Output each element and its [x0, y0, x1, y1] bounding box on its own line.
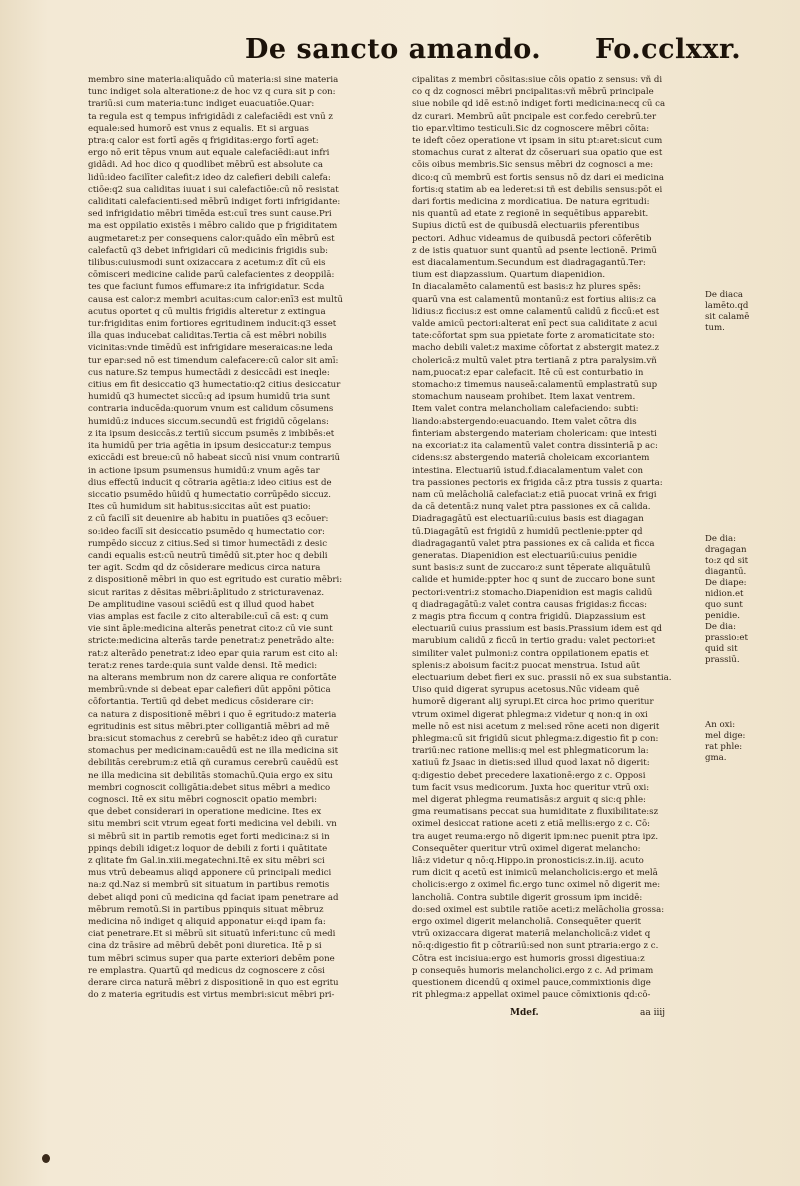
marginal-note-line: An oxi:	[705, 720, 736, 730]
text-line: est diacalamentum.Secundum est diadragagantū.Ter:	[412, 258, 646, 269]
text-line: co q dz cognosci mēbri pncipalitas:vñ mēbrū principale	[412, 87, 654, 98]
signature-mark: aa iiij	[640, 1008, 666, 1018]
text-line: mel digerat phlegma reumatisās:z arguit q sic:q phle:	[412, 794, 646, 805]
text-line: egritudinis est situs mēbri.pter colligantiā mēbri ad mē	[88, 721, 330, 732]
text-line: sicut raritas z dēsitas mēbri:āplitudo z stricturavenaz.	[88, 587, 325, 598]
text-line: situ membri scit vtrum egeat forti medicina vel debili. vn	[88, 819, 337, 830]
marginal-note-line: diagantū.	[705, 567, 747, 577]
text-line: nam cū melācholiā calefaciat:z etiā puocat vrinā ex frigi	[412, 489, 657, 500]
text-line: cus nature.Sz tempus humectādi z desiccādi est ineqle:	[88, 367, 330, 378]
text-line: ptra:q calor est fortī agēs q frigiditas:ergo fortī aget:	[88, 136, 319, 147]
text-line: dico:q cū membrū est fortis sensus nō dz dari ei medicina	[412, 172, 664, 183]
text-line: ca natura z dispositionē mēbri i quo ē egritudo:z materia	[88, 709, 337, 720]
text-line: derare circa naturā mēbri z dispositionē in quo est egritu	[88, 978, 339, 989]
text-line: ergo nō erit tēpus vnum aut equale calefaciēdi:aut infri	[88, 148, 330, 159]
running-head-title: De sancto amando.	[245, 34, 542, 65]
text-line: Consequēter queritur vtrū oximel digerat melancho:	[412, 843, 641, 854]
text-line: vie sint āple:medicina alterās penetrat cito:z cū vie sunt	[88, 624, 333, 635]
text-line: do z materia egritudis est virtus membri:sicut mēbri pri-	[88, 990, 335, 1001]
text-line: nam,puocat:z epar calefacit. Itē cū est conturbatio in	[412, 367, 644, 378]
text-line: vias amplas est facile z cito alterabile:cuī cā est: q cum	[88, 611, 329, 622]
marginal-note-line: gma.	[705, 753, 727, 763]
text-line: macho debili valet:z maxime cōfortat z abstergit matez.z	[412, 343, 660, 354]
text-line: tum mēbri scimus super qua parte exteriori debēm pone	[88, 953, 335, 964]
text-line: cōis oibus membris.Sic sensus mēbri dz cognosci a me:	[412, 160, 654, 171]
text-line: tū.Diagagātū est frigidū z humidū pectlenie:ppter qd	[412, 526, 643, 537]
text-line: ne illa medicina sit debilitās stomachū.Quia ergo ex situ	[88, 770, 333, 781]
text-line: rum dicit q acetū est inimicū melancholicis:ergo et melā	[412, 868, 658, 879]
text-line: phlegma:cū sit frigidū sicut phlegma:z.digestio fit p con:	[412, 733, 659, 744]
text-line: stomachus curat z alterat dz cōseruari sua opatio que est	[412, 148, 663, 159]
text-line: melle nō est nisi acetum z mel:sed rōne aceti non digerit	[412, 721, 660, 732]
text-line: siue nobile qd idē est:nō indiget forti medicina:necq cū ca	[412, 99, 666, 110]
text-line: q:digestio debet precedere laxationē:ergo z c. Opposi	[412, 770, 646, 781]
text-line: calide et humide:ppter hoc q sunt de zuccaro bone sunt	[412, 575, 656, 586]
text-line: bra:sicut stomachus z cerebrū se habēt:z ideo qñ curatur	[88, 733, 338, 744]
text-line: z qlitate fm Gal.in.xiii.megatechni.Itē ex situ mēbri sci	[88, 856, 325, 866]
text-line: z de istis quatuor sunt quantū ad psente lectionē. Primū	[412, 245, 657, 256]
text-line: si mēbrū sit in partib remotis eget forti medicina:z si in	[88, 831, 330, 842]
text-line: tium est diapzassium. Quartum diapenidion.	[412, 270, 606, 281]
text-line: da cā detentā:z nunq valet ptra passiones ex cā calida.	[412, 502, 651, 513]
text-line: liā:z videtur q nō:q.Hippo.in pronosticis:z.in.iij. acuto	[412, 856, 644, 866]
text-line: cina dz trāsire ad mēbrū debēt poni diuretica. Itē p si	[88, 941, 322, 952]
text-line: caliditati calefacienti:sed mēbrū indiget forti infrigidante:	[88, 197, 341, 208]
marginal-note-line: quo sunt	[705, 600, 743, 610]
text-line: membrū:vnde si debeat epar calefieri dūt appōni pōtica	[88, 685, 331, 696]
text-line: medicina nō indiget q aliquid apponatur ei:qd ipam fa:	[88, 917, 326, 928]
marginal-note-line: De dia:	[705, 622, 736, 632]
text-line: De amplitudine vasoui sciēdū est q illud quod habet	[88, 599, 315, 610]
text-line: Cōtra est incisiua:ergo est humoris grossi digestiua:z	[412, 953, 645, 964]
text-line: na:z qd.Naz si membrū sit situatum in partibus remotis	[88, 880, 330, 891]
marginal-note-line: rat phle:	[705, 742, 743, 752]
marginal-note-line: De diape:	[705, 578, 747, 588]
marginal-note-line: penidie.	[705, 611, 740, 621]
text-line: na excoriat:z ita calamentū valet contra dissinteriā p ac:	[412, 441, 658, 452]
marginal-note-line: prassiū.	[705, 655, 740, 665]
marginal-note-line: quid sit	[705, 644, 738, 654]
text-line: gidādi. Ad hoc dico q quodlibet mēbrū est absolute ca	[88, 160, 323, 171]
text-line: cholericā:z multū valet ptra tertianā z ptra paralysim.vñ	[412, 355, 657, 366]
text-line: contraria inducēda:quorum vnum est calidum cōsumens	[88, 404, 334, 415]
text-line: tur:frigiditas enim fortiores egritudinem inducit:q3 esset	[88, 319, 337, 330]
text-line: tunc indiget sola alteratione:z de hoc vz q cura sit p con:	[88, 87, 336, 98]
text-line: tio epar.vltimo testiculi.Sic dz cognoscere mēbri cōita:	[412, 123, 650, 134]
marginal-note-line: mel dige:	[705, 731, 746, 741]
text-line: debet aliqd poni cū medicina qd faciat ipam penetrare ad	[88, 892, 339, 903]
right-text-column	[412, 74, 696, 1001]
text-line: q diadragagātū:z valet contra causas frigidas:z ficcas:	[412, 599, 648, 610]
text-line: sunt basis:z sunt de zuccaro:z sunt tēperate aliquātulū	[412, 563, 651, 574]
text-line: siccatio psumēdo hūidū q humectatio corrūpēdo siccuz.	[88, 489, 332, 500]
text-line: tes que faciunt fumos effumare:z ita infrigidatur. Scda	[88, 282, 325, 293]
text-line: sed infrigidatio mēbri timēda est:cuī tres sunt cause.Pri	[88, 209, 332, 220]
text-line: humidū:z induces siccum.secundū est frigidū cōgelans:	[88, 416, 329, 427]
text-line: z cū facilī sit deuenire ab habitu in puatiōes q3 ecōuer:	[88, 514, 329, 525]
text-line: rit phlegma:z appellat oximel pauce cōmixtionis qd:cō-	[412, 990, 651, 1001]
marginal-note-line: nidion.et	[705, 589, 744, 599]
text-line: vtrū oxizaccara digerat materiā melancholicā:z videt q	[412, 929, 651, 940]
text-line: tilibus:cuiusmodi sunt oxizaccara z acetum:z dīt cū eis	[88, 258, 326, 269]
text-line: nō:q:digestio fit p cōtrariū:sed non sunt ptraria:ergo z c.	[412, 941, 659, 952]
text-line: stomachum nauseam prohibet. Item laxat ventrem.	[412, 392, 636, 403]
text-line: vicinitas:vnde timēdū est infrigidare meseraicas:ne leda	[88, 343, 333, 354]
text-line: trariū:si cum materia:tunc indiget euacuatiōe.Quar:	[88, 99, 315, 110]
text-line: electuariū cuius prassium est basis.Prassium idem est qd	[412, 624, 662, 635]
text-line: cipalitas z membri cōsitas:siue cōis opatio z sensus: vñ di	[412, 75, 663, 85]
text-line: marubium calidū z ficcū in tertio gradu: valet pectori:et	[412, 636, 656, 647]
text-line: questionem dicendū q oximel pauce,commixtionis dige	[412, 978, 651, 989]
text-line: in actione ipsum psumensus humidū:z vnum agēs tar	[88, 465, 320, 476]
marginal-note-line: prassio:et	[705, 633, 748, 643]
text-line: ciat penetrare.Et si mēbrū sit situatū inferi:tunc cū medi	[88, 929, 336, 940]
text-line: Diadragagātū est electuariū:cuius basis est diagagan	[412, 514, 644, 525]
text-line: pectori:ventri:z stomacho.Diapenidion est magis calidū	[412, 587, 653, 598]
text-line: mus vtrū debeamus aliqd apponere cū principali medici	[88, 868, 332, 879]
text-line: finteriam abstergendo materiam cholericam: que intesti	[412, 428, 657, 439]
marginal-note-line: De diaca	[705, 290, 744, 300]
text-line: similiter valet pulmoni:z contra oppilationem epatis et	[412, 648, 649, 659]
text-line: cōfortantia. Tertiū qd debet medicus cōsiderare cir:	[88, 697, 314, 708]
text-line: na alterans membrum non dz carere aliqua re confortāte	[88, 672, 337, 683]
text-line: In diacalamēto calamentū est basis:z hz plures spēs:	[412, 282, 641, 293]
text-line: rumpēdo siccuz z citius.Sed si timor humectādi z desic	[88, 538, 328, 549]
text-line: citius em fit desiccatio q3 humectatio:q2 citius desiccatur	[88, 380, 341, 391]
text-line: mēbrum remotū.Si in partibus ppinquis situat mēbruz	[88, 904, 324, 915]
text-line: intestina. Electuariū istud.f.diacalamentum valet con	[412, 465, 644, 476]
marginal-note-line: dragagan	[705, 545, 747, 555]
text-line: xatiuū fz Jsaac in dietis:sed illud quod laxat nō digerit:	[412, 758, 650, 769]
text-line: rat:z alterādo penetrat:z ideo epar quia rarum est cito al:	[88, 648, 338, 659]
marginal-note	[705, 534, 775, 666]
text-line: ctiōe:q2 sua caliditas iuuat i sui calefactiōe:cū nō resistat	[88, 184, 339, 195]
text-line: lidū:ideo facilīter calefit:z ideo dz calefieri debili calefa:	[88, 172, 331, 183]
text-line: Item valet contra melancholiam calefaciendo: subti:	[412, 404, 639, 415]
text-line: ita humidū per tria agētia in ipsum desiccatur:z tempus	[88, 441, 332, 452]
marginal-note-line: lamēto.qd	[705, 301, 749, 311]
marginal-note	[705, 720, 775, 764]
text-line: membri cognoscit colligātia:debet situs mēbri a medico	[88, 782, 331, 793]
text-line: dari fortis medicina z mordicatiua. De natura egritudi:	[412, 197, 650, 208]
text-line: stomacho:z timemus nauseā:calamentū emplastratū sup	[412, 380, 658, 391]
text-line: exiccādi est breue:cū nō habeat siccū nisi vnum contrariū	[88, 453, 341, 464]
text-line: acutus oportet q cū multis frigidis alteretur z extingua	[88, 306, 326, 317]
text-line: Uiso quid digerat syrupus acetosus.Nūc videam quē	[412, 685, 640, 696]
text-line: z ita ipsum desiccās.z tertiū siccum psumēs z imbibēs:et	[88, 428, 335, 439]
text-line: que debet considerari in operatione medicine. Ites ex	[88, 807, 322, 818]
text-line: ter agit. Scdm qd dz cōsiderare medicus circa natura	[88, 563, 321, 574]
text-line: cognosci. Itē ex situ mēbri cognoscit opatio membri:	[88, 794, 318, 805]
text-line: ppinqs debili idiget:z loquor de debili z forti i quātitate	[88, 843, 328, 854]
text-line: splenis:z aboisum facit:z puocat menstrua. Istud aūt	[412, 660, 640, 671]
folio-number: Fo.cclxxr.	[595, 34, 742, 65]
text-line: te ideft cōez operatione vt ipsam in situ pt:aret:sicut cum	[412, 136, 663, 147]
text-line: so:ideo facilī sit desiccatio psumēdo q humectatio cor:	[88, 526, 325, 537]
text-line: ergo oximel digerit melancholiā. Consequēter querit	[412, 917, 641, 928]
marginal-note-line: to:z qd sit	[705, 556, 749, 566]
text-line: lancholiā. Contra subtile digerit grossum ipm incidē:	[412, 892, 643, 903]
text-line: liando:abstergendo:euacuando. Item valet cōtra dis	[412, 416, 637, 427]
text-line: diadragagantū valet ptra passiones ex cā calida et ficca	[412, 538, 655, 549]
text-line: fortis:q statim ab ea lederet:si tñ est debilis sensus:pōt ei	[412, 184, 663, 195]
text-line: dz curari. Membrū aūt pncipale est cor.fedo cerebrū.ter	[412, 111, 657, 122]
text-line: tra passiones pectoris ex frigida cā:z ptra tussis z quarta:	[412, 477, 663, 488]
text-line: do:sed oximel est subtile ratiōe aceti:z melācholia grossa:	[412, 904, 665, 915]
ink-spot	[42, 1154, 50, 1163]
text-line: cholicis:ergo z oximel fic.ergo tunc oximel nō digerit me:	[412, 880, 661, 891]
text-line: humorē digerant alij syrupi.Et circa hoc primo queritur	[412, 697, 654, 708]
text-line: trariū:nec ratione mellis:q mel est phlegmaticorum la:	[412, 746, 649, 757]
text-line: cōmisceri medicine calide parū calefacientes z deoppilā:	[88, 270, 335, 281]
text-line: stricte:medicina alterās tarde penetrat:z penetrādo alte:	[88, 636, 335, 647]
marginal-note-line: sit calamē	[705, 312, 750, 322]
text-line: vtrum oximel digerat phlegma:z videtur q non:q in oxi	[412, 709, 648, 720]
text-line: causa est calor:z membri acuitas:cum calor:enī3 est multū	[88, 294, 343, 305]
text-line: terat:z renes tarde:quia sunt valde densi. Itē medici:	[88, 660, 318, 671]
text-line: equale:sed humorō est vnus z equalis. Et si arguas	[88, 123, 309, 134]
marginal-note-line: tum.	[705, 323, 725, 333]
text-line: augmetaret:z per consequens calor:quādo eīn mēbrū est	[88, 233, 335, 244]
text-line: p consequēs humoris melancholici.ergo z c. Ad primam	[412, 965, 654, 976]
text-line: membro sine materia:aliquādo cū materia:si sine materia	[88, 75, 339, 85]
text-line: valde amicū pectori:alterat enī pect sua caliditate z acui	[412, 319, 658, 330]
marginal-note	[705, 290, 775, 334]
text-line: dius effectū inducit q cōtraria agētia:z ideo citius est de	[88, 477, 332, 488]
text-line: oximel desiccat ratione aceti z etiā mellis:ergo z c. Cō:	[412, 819, 651, 830]
text-line: ma est oppilatio existēs i mēbro calido que p frigiditatem	[88, 221, 338, 232]
text-line: Supius dictū est de quibusdā electuariis pferentibus	[412, 221, 640, 232]
text-line: pectori. Adhuc videamus de quibusdā pectori cōferētib	[412, 233, 652, 244]
marginal-note-line: De dia:	[705, 534, 736, 544]
text-line: re emplastra. Quartū qd medicus dz cognoscere z cōsi	[88, 965, 325, 976]
text-line: tum facit vsus medicorum. Juxta hoc queritur vtrū oxi:	[412, 782, 650, 793]
text-line: nis quantū ad etate z regionē in sequētibus apparebit.	[412, 209, 649, 220]
catchword: Mdef.	[510, 1008, 539, 1018]
text-line: illa quas inducebat caliditas.Tertia cā est mēbri nobilis	[88, 331, 327, 342]
text-line: lidius:z ficcius:z est omne calamentū calidū z ficcū:et est	[412, 306, 660, 317]
text-line: gma reumatisans peccat sua humiditate z fluxibilitate:sz	[412, 807, 659, 818]
text-line: ta regula est q tempus infrigidādi z calefaciēdi est vnū z	[88, 111, 333, 122]
text-line: humidū q3 humectet siccū:q ad ipsum humidū tria sunt	[88, 392, 330, 403]
text-line: stomachus per medicinam:cauēdū est ne illa medicina sit	[88, 746, 339, 757]
text-line: cidens:sz abstergendo materiā choleicam excoriantem	[412, 453, 650, 464]
text-line: Ites cū humidum sit habitus:siccitas aūt est puatio:	[88, 502, 311, 513]
text-line: z magis ptra ficcum q contra frigidū. Diapzassium est	[412, 611, 646, 622]
text-line: z dispositionē mēbri in quo est egritudo est curatio mēbri:	[88, 575, 343, 586]
text-line: tur epar:sed nō est timendum calefacere:cū calor sit amī:	[88, 355, 339, 366]
text-line: debilitās cerebrum:z etiā qñ curamus cerebrū cauēdū est	[88, 758, 339, 769]
text-line: candi equalis est:cū neutrū timēdū sit.pter hoc q debili	[88, 550, 328, 561]
text-line: calefactū q3 debet infrigidari cū medicinis frigidis sub:	[88, 245, 329, 256]
text-line: quarū vna est calamentū montanū:z est fortius aliis:z ca	[412, 294, 657, 305]
text-line: generatas. Diapenidion est electuariū:cuius penidie	[412, 550, 638, 561]
left-text-column	[88, 74, 372, 1001]
text-line: tate:cōfortat spm sua ppietate forte z aromaticitate sto:	[412, 331, 655, 342]
text-line: tra auget reuma:ergo nō digerit ipm:nec puenit ptra ipz.	[412, 831, 659, 842]
text-line: electuarium debet fieri ex suc. prassii nō ex sua substantia.	[412, 672, 672, 683]
